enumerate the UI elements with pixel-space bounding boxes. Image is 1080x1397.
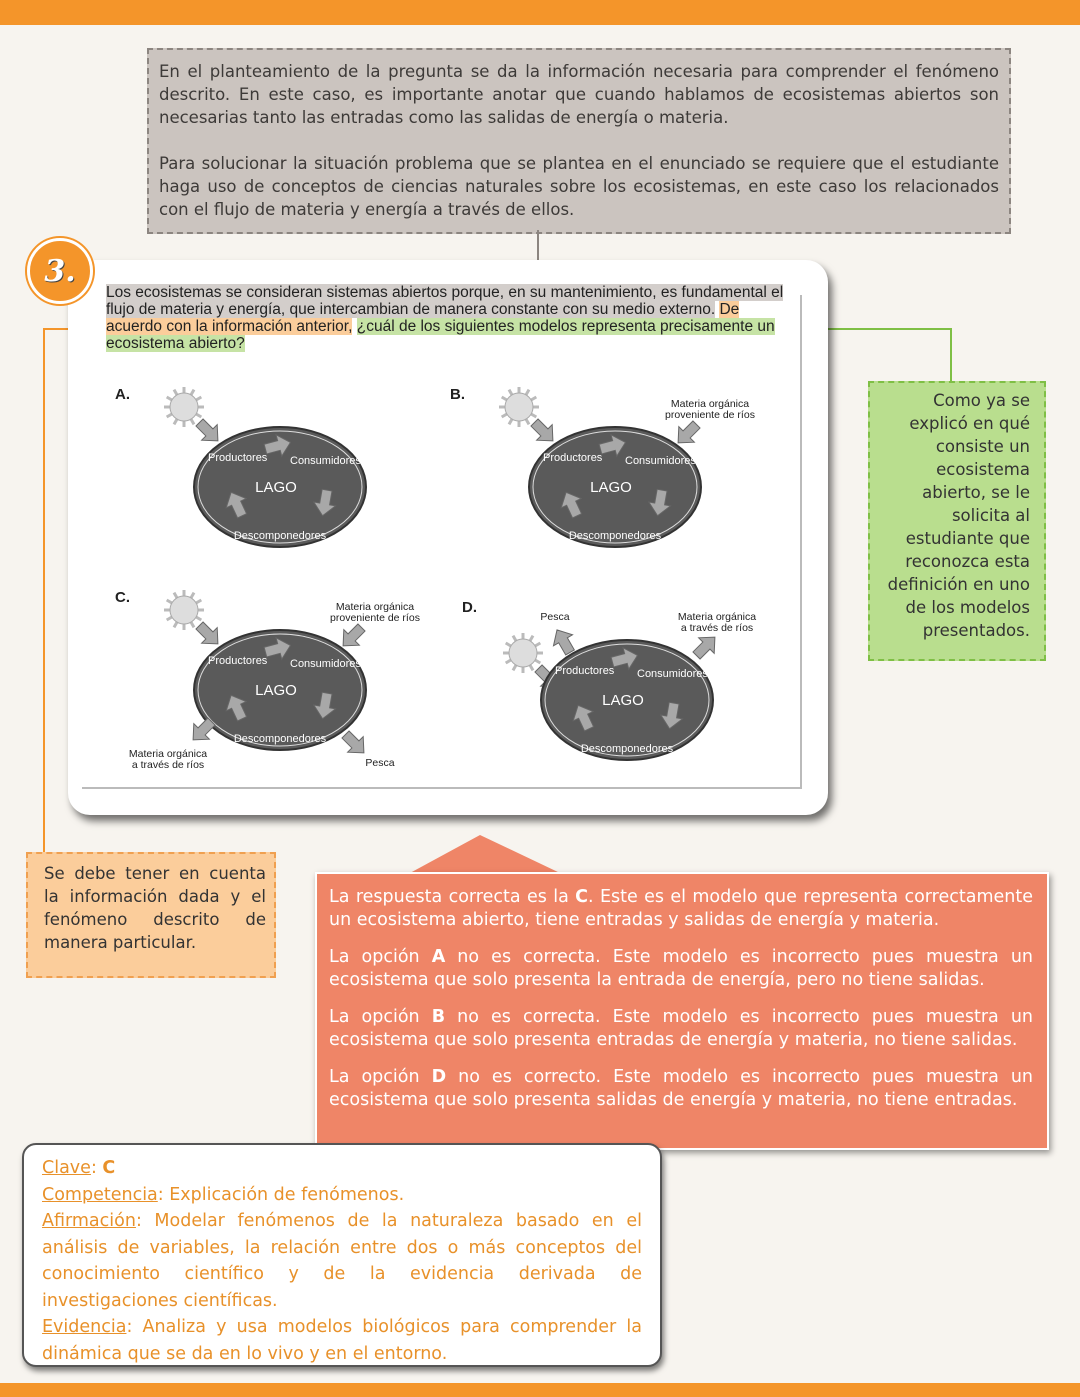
option-letter: D. bbox=[462, 599, 477, 616]
answer-0: La respuesta correcta es la C. Este es el modelo que representa correctamente un ecosistema abierto, tiene entradas y salidas de energía y materia. bbox=[329, 887, 1034, 930]
question-lead: De acuerdo con la información anterior, bbox=[106, 301, 740, 335]
intro-p2: Para solucionar la situación problema que se plantea en el enunciado se requiere que el estudiante haga uso de conceptos de ciencias naturales sobre los ecosistemas, en este caso los relacionados con el flujo de materia y energía a través de ellos. bbox=[159, 154, 999, 219]
sun-icon bbox=[499, 387, 539, 427]
question-context: Los ecosistemas se consideran sistemas abiertos porque, en su mantenimiento, es fundamental el flujo de materia y energía, que intercambian de manera constante con su medio externo. bbox=[106, 284, 784, 318]
decomposers-label: Descomponedores bbox=[568, 530, 662, 542]
lake-label: LAGO bbox=[255, 479, 297, 496]
sun-icon bbox=[503, 633, 543, 673]
answer-3: La opción D no es correcto. Este modelo es incorrecto pues muestra un ecosistema que solo presenta salidas de energía y materia, no tiene entradas. bbox=[329, 1067, 1034, 1110]
consumers-label: Consumidores bbox=[290, 658, 361, 670]
producers-label: Productores bbox=[555, 665, 615, 677]
output-label-2: Pesca bbox=[365, 757, 395, 769]
producers-label: Productores bbox=[543, 452, 603, 464]
lake-label: LAGO bbox=[590, 479, 632, 496]
consumers-label: Consumidores bbox=[625, 455, 696, 467]
input-label: Materia orgánica proveniente de ríos bbox=[330, 601, 420, 624]
question-text bbox=[106, 284, 794, 352]
orange-note: Se debe tener en cuenta la información dada y el fenómeno descrito de manera particular. bbox=[26, 852, 276, 978]
clave-box: Clave: C Competencia: Explicación de fenómenos. Afirmación: Modelar fenómenos de la naturaleza basado en el análisis de variables, la relación entre dos o más conceptos del conocimiento científico y de la evidencia derivada de investigaciones científicas. Evidencia: Analiza y usa modelos biológicos para comprender la dinámica que se da en lo vivo y en el entorno. bbox=[22, 1143, 662, 1367]
output-label-2: Materia orgánica a través de ríos bbox=[677, 611, 757, 634]
output-label: Pesca bbox=[540, 611, 570, 623]
option-letter: B. bbox=[450, 386, 465, 403]
lake-label: LAGO bbox=[602, 692, 644, 709]
option-letter: A. bbox=[115, 386, 130, 403]
decomposers-label: Descomponedores bbox=[233, 733, 327, 745]
producers-label: Productores bbox=[208, 452, 268, 464]
answer-2: La opción B no es correcta. Este modelo es incorrecto pues muestra un ecosistema que solo presenta entradas de energía y materia, no tiene salidas. bbox=[329, 1007, 1033, 1050]
producers-label: Productores bbox=[208, 655, 268, 667]
input-label: Materia orgánica proveniente de ríos bbox=[665, 398, 755, 421]
answer-1: La opción A no es correcta. Este modelo es incorrecto pues muestra un ecosistema que solo presenta la entrada de energía, pero no tiene salidas. bbox=[329, 947, 1033, 990]
matter-output-arrow bbox=[689, 629, 723, 663]
consumers-label: Consumidores bbox=[290, 455, 361, 467]
option-letter: C. bbox=[115, 589, 130, 606]
sun-icon bbox=[164, 387, 204, 427]
green-note: Como ya se explicó en qué consiste un ecosistema abierto, se le solicita al estudiante que reconozca esta definición en uno de los modelos presentados. bbox=[868, 381, 1046, 661]
intro-p1: En el planteamiento de la pregunta se da la información necesaria para comprender el fenómeno descrito. En este caso, es importante anotar que cuando hablamos de ecosistemas abiertos son necesarias tanto las entradas como las salidas de energía o materia. bbox=[159, 62, 999, 127]
decomposers-label: Descomponedores bbox=[580, 743, 674, 755]
question-number: 3. bbox=[27, 238, 93, 304]
answers-box bbox=[315, 872, 1049, 1150]
sun-icon bbox=[164, 590, 204, 630]
decomposers-label: Descomponedores bbox=[233, 530, 327, 542]
lake-label: LAGO bbox=[255, 682, 297, 699]
consumers-label: Consumidores bbox=[637, 668, 708, 680]
output-label: Materia orgánica a través de ríos bbox=[128, 748, 208, 771]
question-ask: ¿cuál de los siguientes modelos representa precisamente un ecosistema abierto? bbox=[106, 318, 775, 352]
